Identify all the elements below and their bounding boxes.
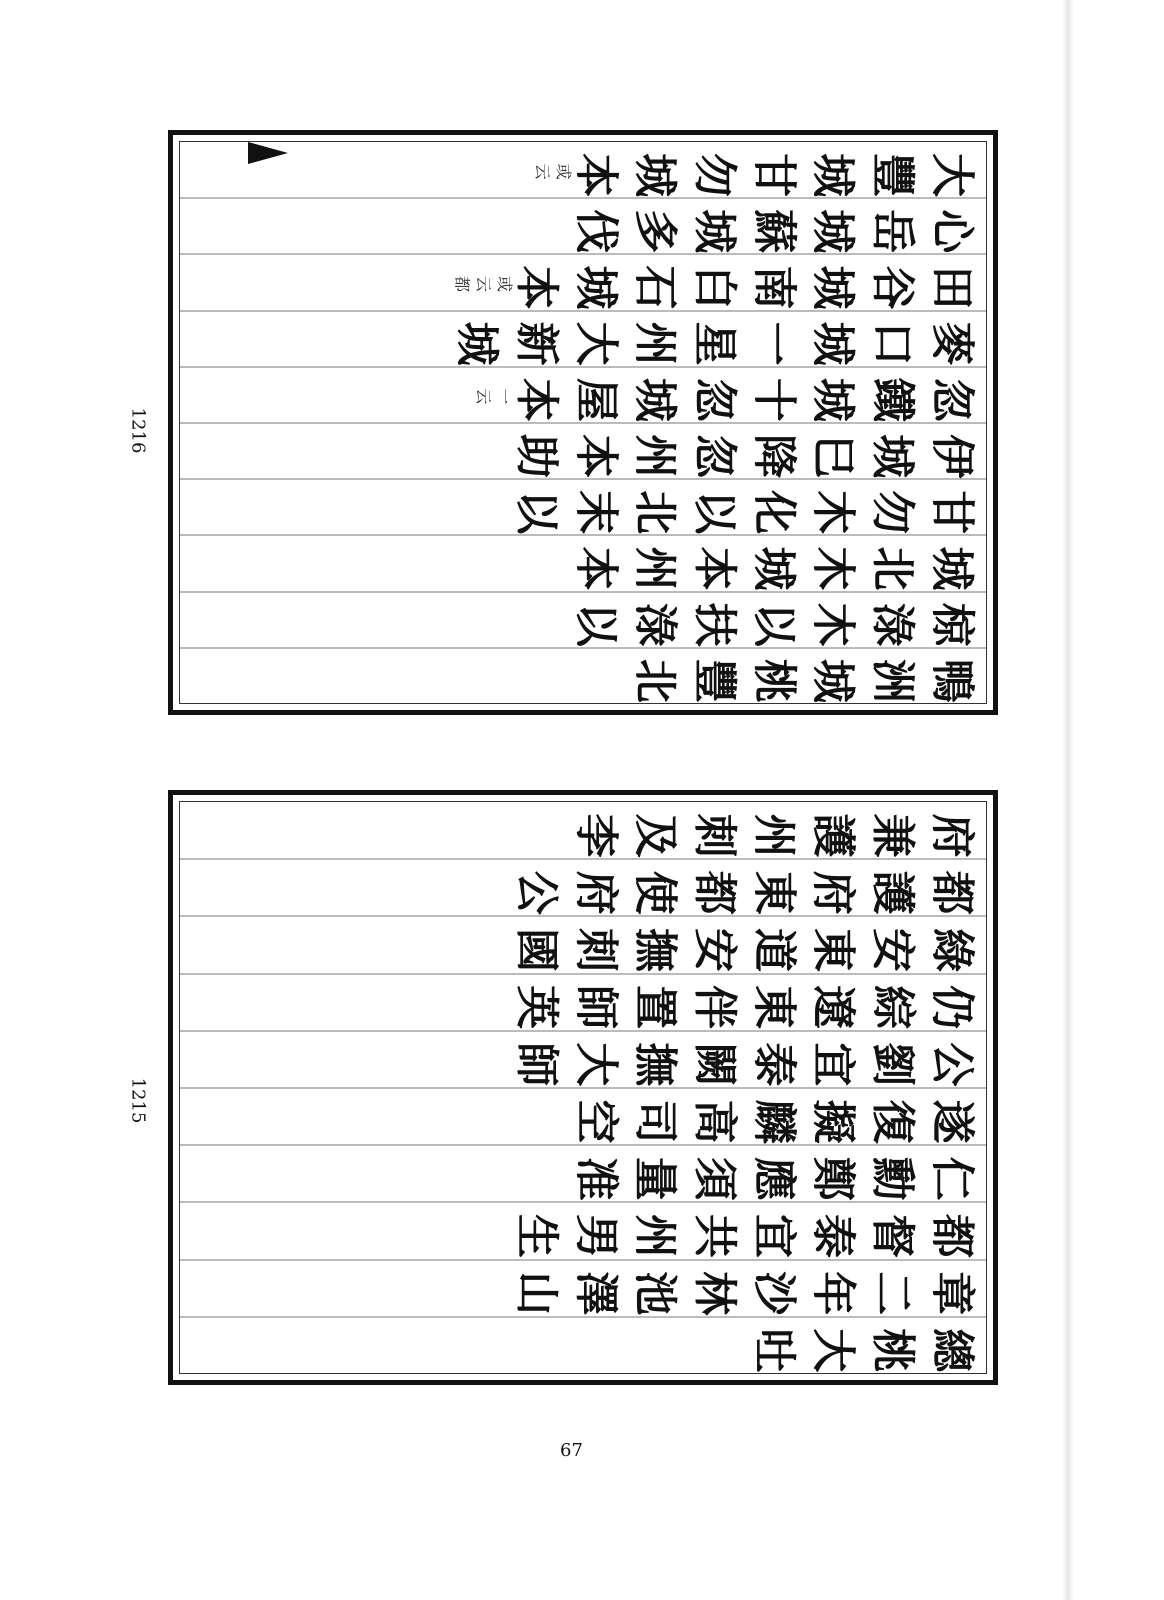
column-text: 仁 勳 鄭 應 須 量 准	[576, 1148, 976, 1200]
upper-panel-column	[180, 253, 986, 309]
upper-panel-column	[180, 310, 986, 366]
page-number-lower: 1215	[127, 1077, 149, 1124]
lower-panel-column	[180, 1201, 986, 1258]
column-text: 田 谷 城 南 白 石 城 本	[516, 256, 976, 308]
page-number-upper: 1216	[127, 407, 149, 454]
column-text: 都 督 泰 宜 共 州 男 生	[516, 1205, 976, 1257]
column-annotation: 或 云	[534, 160, 573, 180]
column-text: 都 護 府 東 都 使 府 公	[516, 862, 976, 914]
column-text: 心 岳 城 蘇 城 多 伐	[576, 200, 976, 252]
upper-panel-column	[180, 197, 986, 253]
lower-columns	[180, 802, 986, 1373]
upper-panel-column	[180, 422, 986, 478]
column-annotation: 或 云 都	[454, 272, 513, 292]
upper-panel-column	[180, 647, 986, 703]
column-text: 章 二 年 沙 林 池 澤 山	[516, 1262, 976, 1314]
lower-panel-column	[180, 858, 986, 915]
sheet-page-number: 67	[560, 1440, 583, 1461]
lower-panel-column	[180, 1316, 986, 1373]
column-text: 城 北 木 城 本 州 本	[576, 537, 976, 589]
lower-panel-column	[180, 1144, 986, 1201]
column-text: 綠 安 東 道 安 撫 刺 國	[516, 919, 976, 971]
column-text: 忽 鐵 城 十 忽 城 屋 本	[516, 369, 976, 421]
column-text: 甘 勿 木 化 以 北 末 以	[516, 481, 976, 533]
upper-panel-column	[180, 142, 986, 197]
lower-panel-column	[180, 802, 986, 858]
column-text: 公 劉 宜 泰 闕 撫 大 師	[516, 1033, 976, 1085]
lower-text-panel	[168, 790, 998, 1385]
column-text: 麥 口 城 一 星 州 大 新 城	[457, 313, 976, 365]
column-text: 椋 淥 木 以 扶 淥 以	[576, 594, 976, 646]
page-spine-shadow	[1062, 0, 1074, 1600]
lower-panel-column	[180, 915, 986, 972]
upper-panel-column	[180, 366, 986, 422]
column-text: 大 豐 城 甘 勿 城 本	[576, 144, 976, 196]
lower-panel-column	[180, 1030, 986, 1087]
lower-panel-column	[180, 973, 986, 1030]
lower-panel-column	[180, 1259, 986, 1316]
upper-panel-column	[180, 534, 986, 590]
upper-panel-column	[180, 591, 986, 647]
column-text: 遂 復 擬 麟 高 司 空	[576, 1091, 976, 1143]
upper-text-panel	[168, 130, 998, 715]
upper-columns	[180, 142, 986, 703]
column-text: 總 桃 大 吐	[754, 1319, 976, 1371]
column-text: 鴨 洲 城 桃 豐 北	[635, 650, 976, 702]
column-text: 仍 綜 遼 東 伴 置 師 英	[516, 976, 976, 1028]
column-annotation: 一 云	[475, 385, 513, 405]
column-text: 伊 城 巳 降 忽 州 本 助	[516, 425, 976, 477]
lower-panel-column	[180, 1087, 986, 1144]
upper-panel-column	[180, 478, 986, 534]
column-text: 府 兼 護 州 刺 及 李	[576, 805, 976, 857]
